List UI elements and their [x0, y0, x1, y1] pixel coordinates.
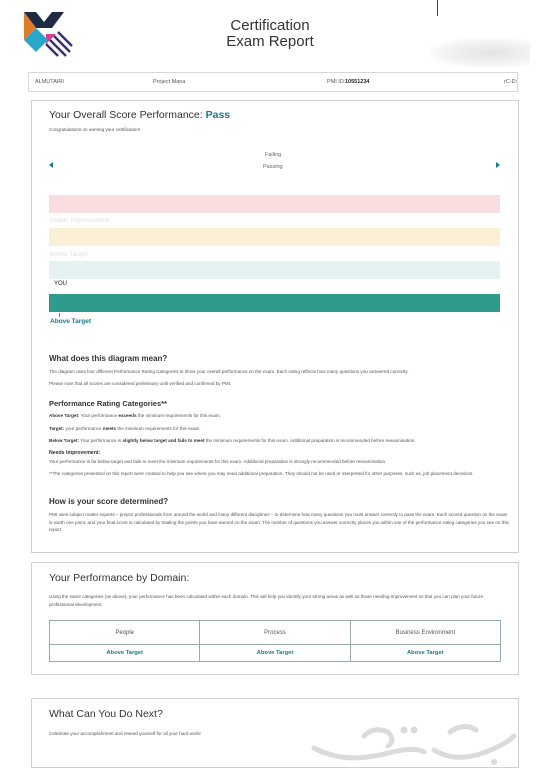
diagram-heading: What does this diagram mean? [49, 354, 168, 363]
divider [437, 0, 438, 16]
band-below-target [49, 228, 500, 246]
you-marker-tick [59, 313, 60, 317]
category-target-pre: your performance [65, 426, 102, 431]
domain-performance-card [31, 562, 519, 675]
category-above-em: exceeds [118, 413, 137, 418]
category-below [49, 437, 416, 444]
pmi-logo-icon [22, 10, 74, 62]
category-target-em: meets [102, 426, 117, 431]
band-target [49, 261, 500, 279]
domain-text: Using the same categories (as above), your performance has been calculated within each domain. This will help you identify your strong areas as well as those needing improvement so that you can plan your future professional development. [49, 594, 484, 607]
domain-column-business-environment [351, 621, 500, 661]
domain-heading: Your Performance by Domain: [49, 572, 190, 584]
determined-heading: How is your score determined? [49, 497, 169, 506]
congrats-text: Congratulations on earning your certification! [49, 127, 141, 132]
domain-name: People [50, 621, 199, 645]
candidate-info-bar [28, 72, 518, 92]
you-marker: YOU [54, 281, 68, 287]
category-target [49, 425, 201, 432]
category-above-pre: Your performance [80, 413, 118, 418]
category-needs-text: Your performance is far below target and fails to meet the minimum requirements for this exam. Additional preparation is strongly recommended before reexamination. [49, 459, 387, 464]
category-above-post: the minimum requirements for this exam. [137, 413, 222, 418]
band-above-target [49, 294, 500, 312]
scale-passing-label: Passing [263, 164, 283, 170]
band-needs-improvement [49, 195, 500, 213]
overall-heading-text: Your Overall Score Performance: [49, 109, 203, 121]
report-title-line1: Certification [230, 17, 310, 34]
domain-name: Process [200, 621, 349, 645]
categories-footnote: **The categories presented on this report were created to help you see where you may need additional preparation. They should not be used or interpreted for other purposes, such as, job placement decisions. [49, 471, 474, 476]
next-heading: What Can You Do Next? [49, 708, 163, 720]
domain-rating: Above Target [106, 650, 143, 656]
category-target-post: the minimum requirements for this exam. [117, 426, 201, 431]
other-id-label: rC-D: [504, 79, 518, 85]
next-text: Celebrate your accomplishment and reward yourself for all your hard work! [49, 731, 201, 736]
categories-heading: Performance Rating Categories** [49, 399, 167, 408]
band-label-below-target: Below Target [50, 251, 88, 258]
pmi-id-value: 10551234 [345, 79, 370, 85]
overall-score-card [31, 100, 519, 553]
domain-rating: Above Target [256, 650, 294, 656]
domain-column-process [200, 621, 350, 661]
domain-table [49, 620, 501, 662]
scale-right-arrow-icon [496, 162, 500, 168]
domain-rating: Above Target [407, 650, 444, 656]
category-below-label: Below Target: [49, 438, 80, 443]
domain-column-people [50, 621, 200, 661]
category-above-label: Above Target: [49, 413, 80, 418]
exam-name: Project Mana [153, 79, 186, 85]
band-label-needs-improvement: Needs Improvement [50, 217, 109, 224]
report-title-line2: Exam Report [226, 33, 314, 50]
candidate-name: ALMUTAIRI [35, 79, 64, 85]
scale-left-arrow-icon [49, 162, 53, 168]
scale-failing-label: Failing [265, 152, 282, 158]
category-below-em: slightly below target and fails to meet [122, 438, 205, 443]
category-target-label: Target: [49, 426, 65, 431]
pmi-id-label: PMI ID: [327, 79, 346, 85]
overall-result: Pass [205, 109, 231, 121]
category-above [49, 412, 221, 419]
diagram-text-2: Please note that all scores are considered preliminary until verified and confirmed by PMI. [49, 381, 232, 386]
category-needs-label: Needs Improvement: [49, 450, 101, 456]
domain-name: Business Environment [351, 621, 500, 645]
band-label-above-target: Above Target [50, 318, 92, 325]
category-below-post: the minimum requirements for this exam. Additional preparation is recommended before reexamination. [205, 438, 416, 443]
determined-text: PMI uses subject matter experts – project professionals from around the world and many different disciplines – to determine how many questions you must answer correctly to pass the exam. Each scored question on the exam is worth one point, and your final score is calculated by totaling the points you have earned on the exam. The number of questions you answer correctly places you within one of the performance rating categories you see on this report. [49, 512, 509, 532]
watermark-logo-icon [304, 718, 522, 770]
diagram-text-1: The diagram uses four different Performance Rating Categories to show your overall performance on the exam. Each rating reflects how many questions you answered correctly. [49, 369, 409, 374]
overall-heading [49, 109, 230, 121]
redaction-blur [430, 38, 530, 68]
category-below-pre: Your performance is [80, 438, 122, 443]
report-title [180, 18, 360, 50]
